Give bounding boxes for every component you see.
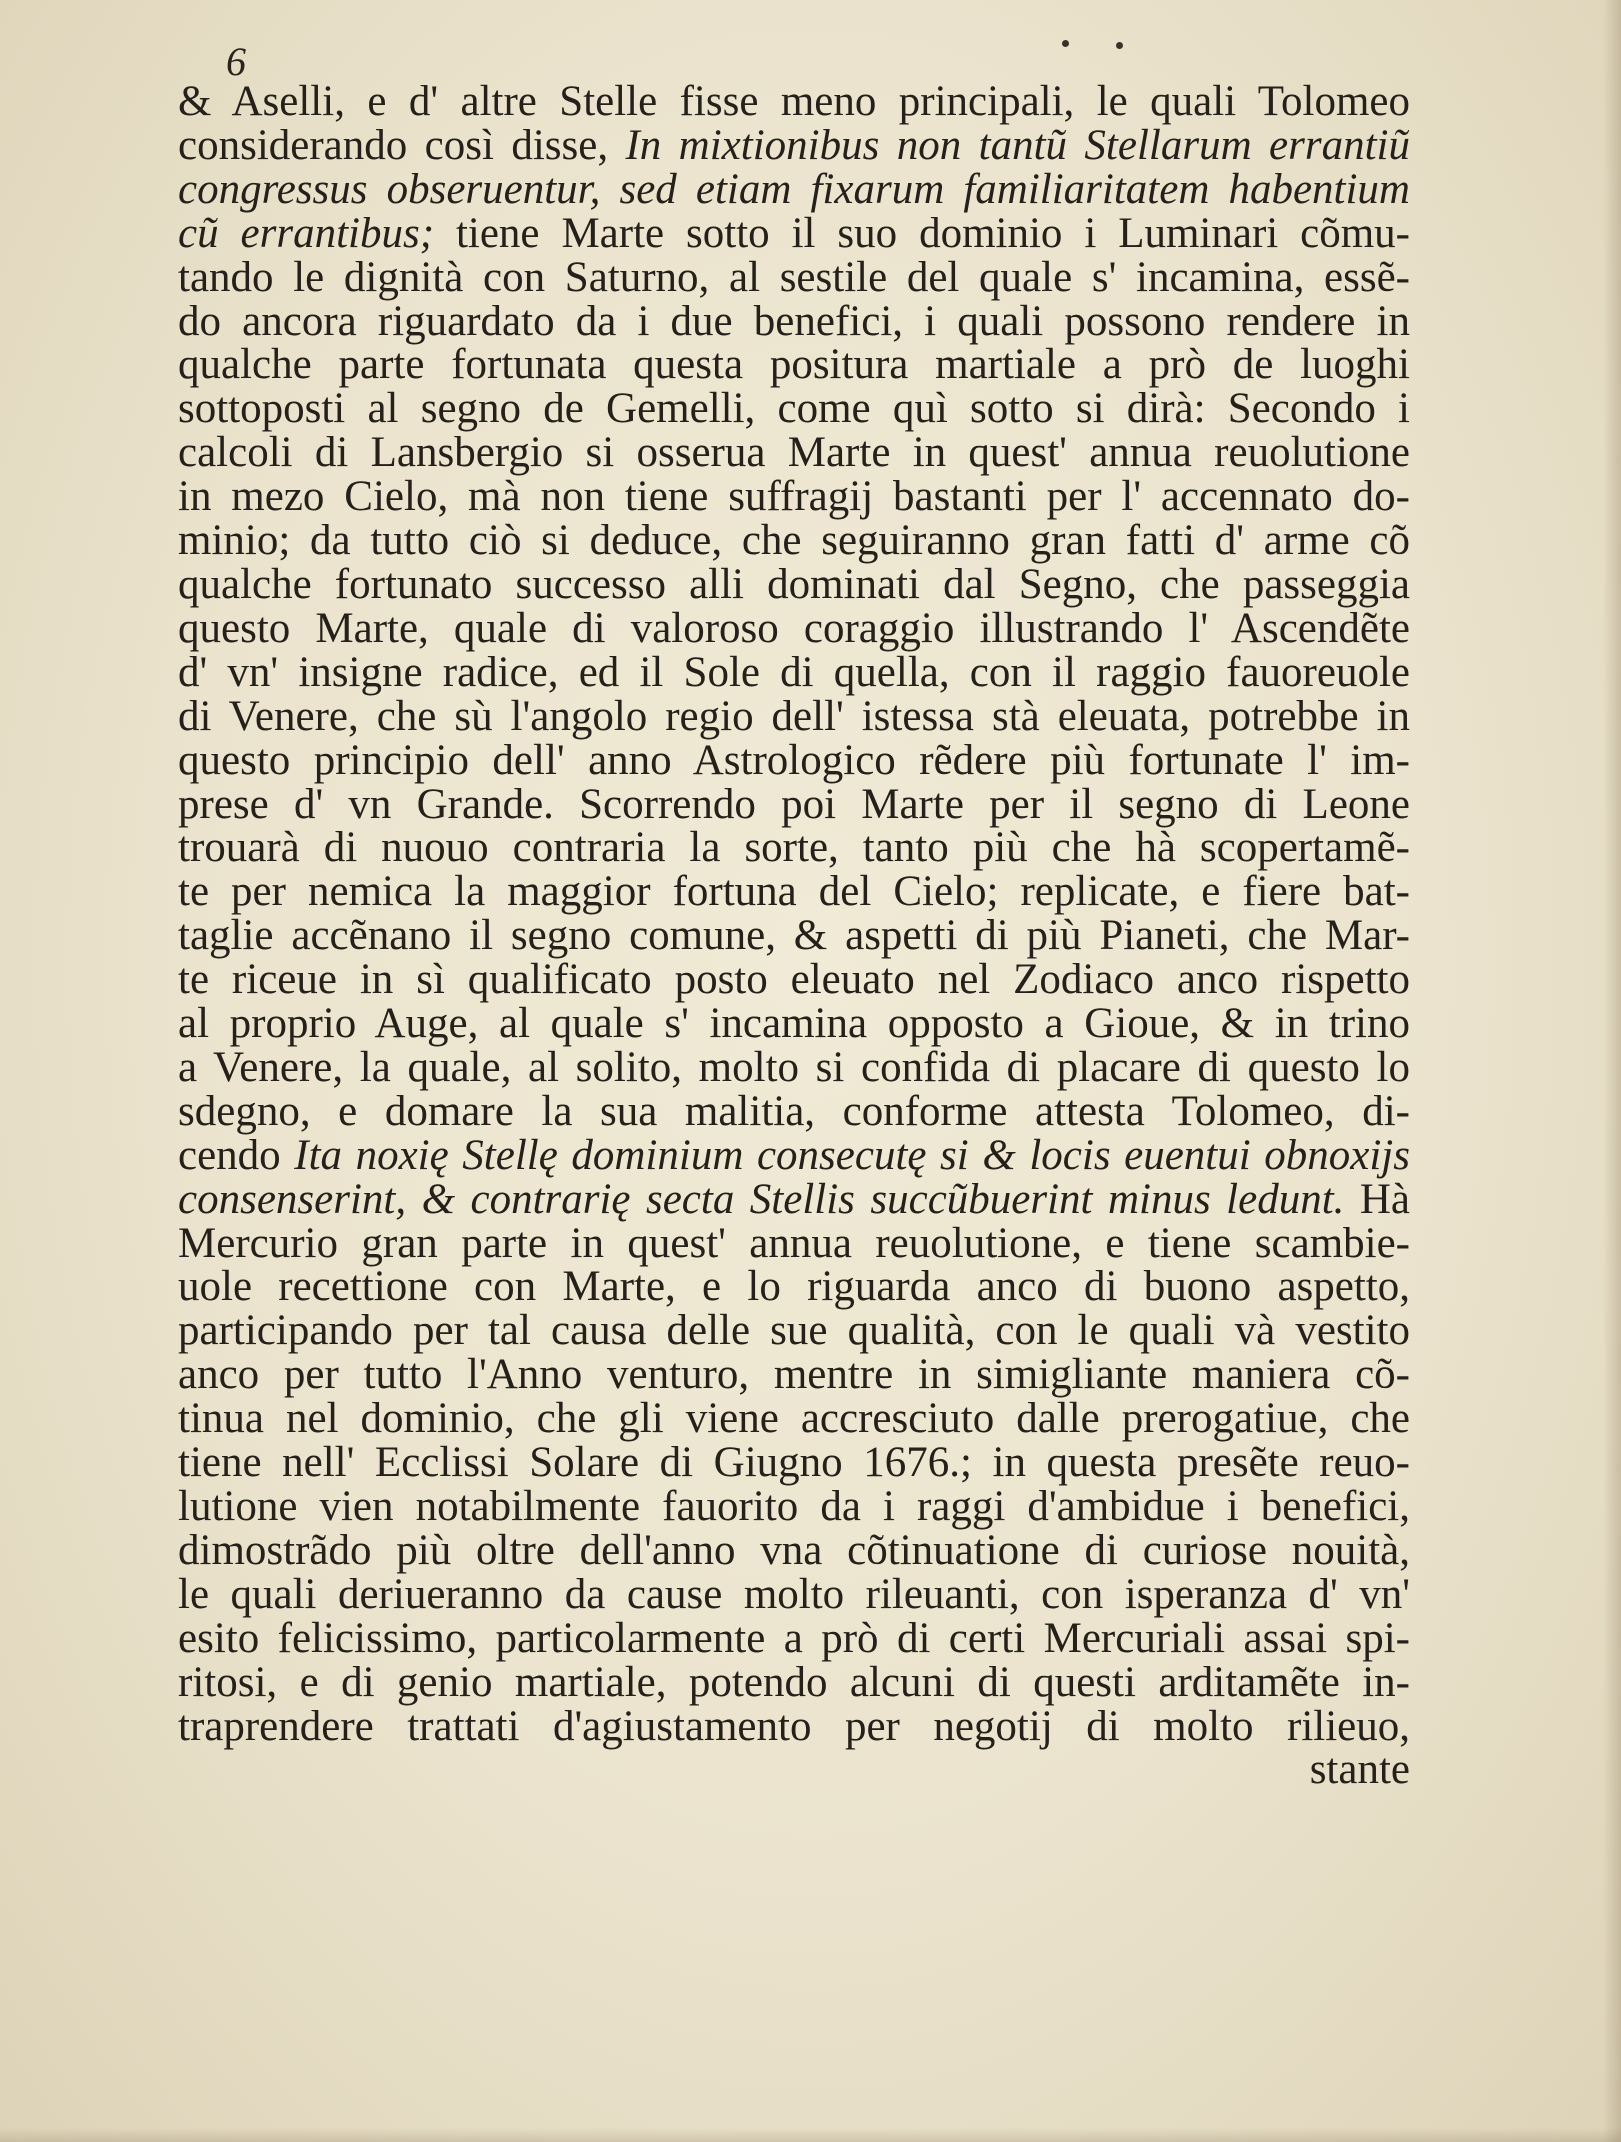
- roman-text: questo Marte, quale di valoroso coraggio illustrando l' Ascendẽte: [178, 604, 1410, 652]
- text-line: [178, 958, 1410, 1002]
- roman-text: le quali deriueranno da cause molto rileuanti, con isperanza d' vn': [178, 1570, 1410, 1618]
- page-bottom-shadow: [0, 2128, 1621, 2142]
- roman-text: esito felicissimo, particolarmente a prò di certi Mercuriali assai spi-: [178, 1614, 1410, 1662]
- roman-text: cendo: [178, 1131, 295, 1179]
- text-line: [178, 1397, 1410, 1441]
- text-line: [178, 1485, 1410, 1529]
- text-line: [178, 1131, 1410, 1179]
- text-line: [178, 1570, 1410, 1618]
- text-line: [178, 1265, 1410, 1309]
- text-line: [178, 1441, 1410, 1485]
- roman-text: tinua nel dominio, che gli viene accresciuto dalle prerogatiue, che: [178, 1395, 1410, 1443]
- text-line: [178, 1309, 1410, 1353]
- italic-text: consenserint, & contrarię secta Stellis succũbuerint minus ledunt.: [178, 1175, 1345, 1223]
- text-line: [178, 519, 1410, 563]
- text-line: [178, 870, 1410, 914]
- italic-text: Ita noxię Stellę dominium consecutę si & locis euentui obnoxijs: [294, 1131, 1410, 1179]
- text-line: [178, 475, 1410, 519]
- roman-text: tando le dignità con Saturno, al sestile del quale s' incamina, essẽ-: [178, 253, 1410, 301]
- roman-text: considerando così disse,: [178, 121, 626, 169]
- page-edge-shadow: [1603, 0, 1621, 2142]
- text-line: [178, 604, 1410, 652]
- text-line: [178, 692, 1410, 740]
- roman-text: di Venere, che sù l'angolo regio dell' istessa stà eleuata, potrebbe in: [178, 692, 1410, 740]
- text-line: [178, 165, 1410, 213]
- ink-speck: [1116, 42, 1123, 49]
- roman-text: lutione vien notabilmente fauorito da i raggi d'ambidue i benefici,: [178, 1483, 1410, 1530]
- roman-text: qualche fortunato successo alli dominati dal Segno, che passeggia: [178, 560, 1410, 608]
- text-line: [178, 297, 1410, 345]
- roman-text: stante: [1309, 1746, 1410, 1794]
- text-line: [178, 80, 1410, 124]
- roman-text: al proprio Auge, al quale s' incamina opposto a Gioue, & in trino: [178, 1000, 1410, 1048]
- roman-text: minio; da tutto ciò si deduce, che seguiranno gran fatti d' arme cõ: [178, 517, 1410, 565]
- roman-text: uole recettione con Marte, e lo riguarda anco di buono aspetto,: [178, 1263, 1410, 1311]
- roman-text: calcoli di Lansbergio si osserua Marte in quest' annua reuolutione: [178, 429, 1410, 477]
- text-line: [178, 826, 1410, 870]
- roman-text: questo principio dell' anno Astrologico rẽdere più fortunate l' im-: [178, 736, 1410, 784]
- roman-text: anco per tutto l'Anno venturo, mentre in simigliante maniera cõ-: [178, 1351, 1410, 1399]
- text-line: [178, 1526, 1410, 1574]
- roman-text: & Aselli, e d' altre Stelle fisse meno principali, le quali Tolomeo: [178, 78, 1410, 125]
- roman-text: te riceue in sì qualificato posto eleuato nel Zodiaco anco rispetto: [178, 956, 1410, 1004]
- text-line: [178, 1702, 1410, 1750]
- roman-text: tiene nell' Ecclissi Solare di Giugno 1676.; in questa presẽte reuo-: [178, 1439, 1410, 1487]
- text-line: [178, 253, 1410, 301]
- text-line: [178, 780, 1410, 828]
- text-line: [178, 431, 1410, 475]
- text-line: [178, 209, 1411, 257]
- text-line: [178, 1353, 1410, 1397]
- text-line: [178, 1087, 1410, 1135]
- roman-text: participando per tal causa delle sue qualità, con le quali và vestito: [178, 1307, 1410, 1355]
- roman-text: te per nemica la maggior fortuna del Cielo; replicate, e fiere bat-: [178, 868, 1410, 916]
- text-line: [178, 648, 1410, 696]
- roman-text: ritosi, e di genio martiale, potendo alcuni di questi arditamẽte in-: [178, 1658, 1410, 1706]
- text-line: [178, 387, 1410, 431]
- roman-text: prese d' vn Grande. Scorrendo poi Marte per il segno di Leone: [178, 780, 1410, 828]
- page-number: 6: [226, 39, 246, 84]
- roman-text: traprendere trattati d'agiustamento per negotij di molto rilieuo,: [178, 1702, 1410, 1750]
- text-line: [178, 1658, 1410, 1706]
- roman-text: sottoposti al segno de Gemelli, come quì sotto si dirà: Secondo i: [178, 385, 1410, 433]
- text-line: [178, 560, 1410, 608]
- roman-text: a Venere, la quale, al solito, molto si confida di placare di questo lo: [178, 1043, 1410, 1091]
- roman-text: do ancora riguardato da i due benefici, i quali possono rendere in: [178, 297, 1410, 345]
- text-line: [178, 1175, 1410, 1223]
- text-line: [178, 914, 1410, 958]
- text-line: [178, 736, 1410, 784]
- text-line: [178, 121, 1410, 169]
- italic-text: cũ errantibus;: [178, 209, 456, 257]
- roman-text: dimostrãdo più oltre dell'anno vna cõtinuatione di curiose nouità,: [178, 1526, 1410, 1574]
- text-line: [178, 1043, 1410, 1091]
- roman-text: in mezo Cielo, mà non tiene suffragij bastanti per l' accennato do-: [178, 473, 1410, 521]
- roman-text: Mercurio gran parte in quest' annua reuolutione, e tiene scambie-: [178, 1219, 1410, 1267]
- roman-text: qualche parte fortunata questa positura martiale a prò de luoghi: [178, 341, 1410, 389]
- roman-text: trouarà di nuouo contraria la sorte, tanto più che hà scopertamẽ-: [178, 824, 1410, 872]
- roman-text: sdegno, e domare la sua malitia, conforme attesta Tolomeo, di-: [178, 1087, 1410, 1135]
- text-line: [178, 343, 1410, 387]
- text-line: [178, 1614, 1410, 1662]
- body-text: [178, 80, 1410, 1792]
- roman-text: d' vn' insigne radice, ed il Sole di quella, con il raggio fauoreuole: [178, 648, 1410, 696]
- text-line: [178, 1219, 1410, 1267]
- text-line: [178, 1002, 1410, 1046]
- italic-text: In mixtionibus non tantũ Stellarum errantiũ: [625, 121, 1410, 169]
- roman-text: tiene Marte sotto il suo dominio i Luminari cõmu-: [455, 209, 1411, 257]
- roman-text: Hà: [1344, 1175, 1410, 1223]
- roman-text: taglie accẽnano il segno comune, & aspetti di più Pianeti, che Mar-: [178, 912, 1410, 960]
- italic-text: congressus obseruentur, sed etiam fixarum familiaritatem habentium: [178, 165, 1410, 213]
- ink-speck: [1062, 40, 1069, 47]
- text-line: [178, 1748, 1410, 1792]
